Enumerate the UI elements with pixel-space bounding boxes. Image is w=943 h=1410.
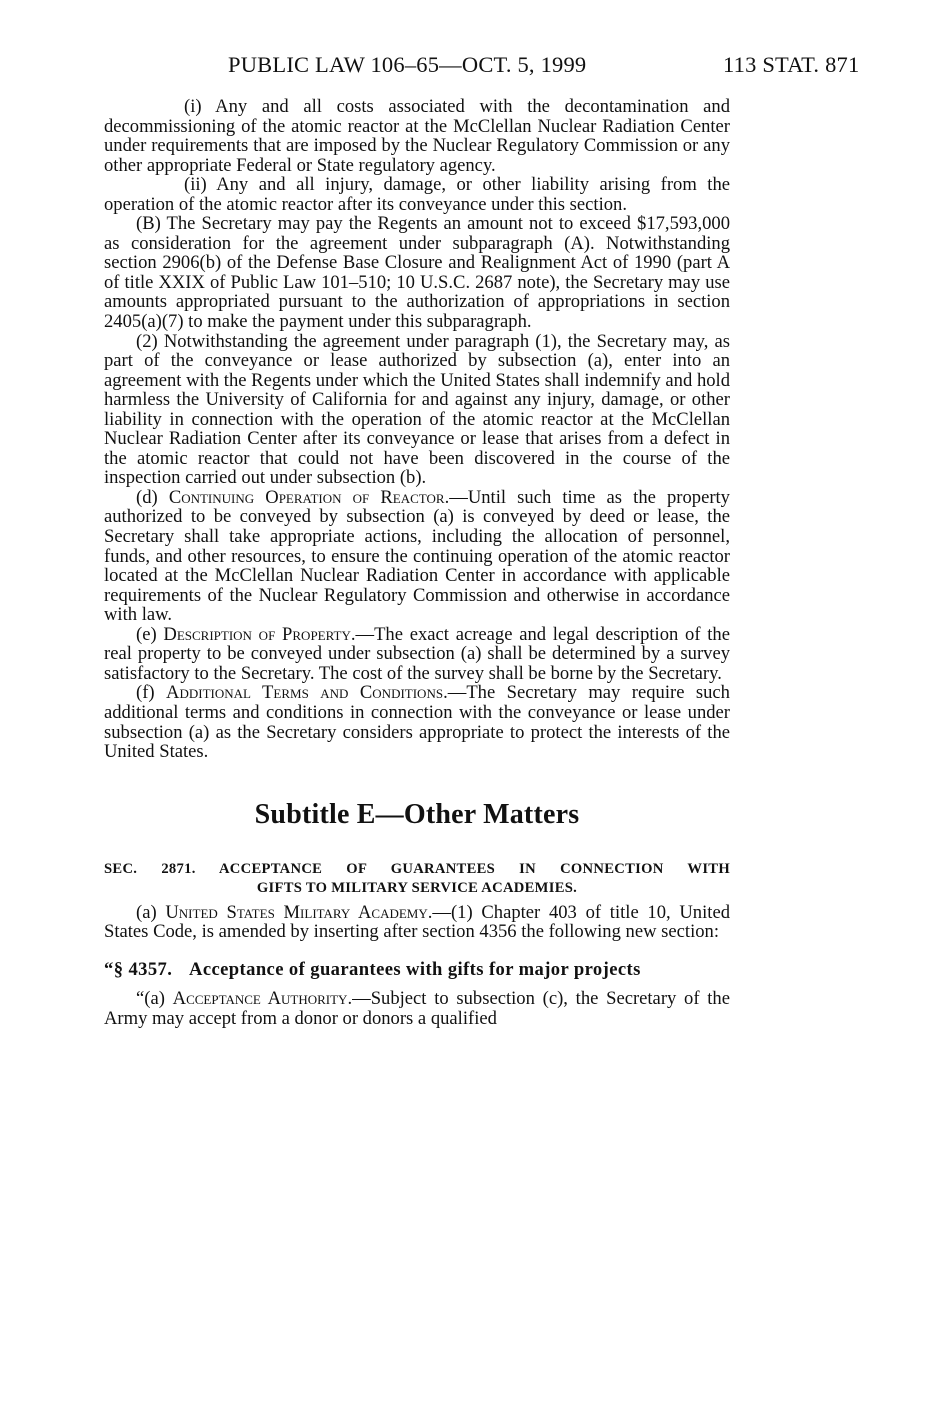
quoted-subsection-a-label: “(a) [136, 988, 173, 1010]
quoted-subsection-a [104, 989, 730, 1028]
code-section-title: Acceptance of guarantees with gifts for major projects [189, 958, 641, 980]
subsection-e [104, 625, 730, 684]
clause-i: (i) Any and all costs associated with the decontamination and decommissioning of the atomic reactor at the McClellan Nuclear Radiation Center under requirements that are imposed by the Nuclear Regulatory Commission or any other appropriate Federal or State regulatory agency. [104, 96, 730, 176]
paragraph-2: (2) Notwithstanding the agreement under paragraph (1), the Secretary may, as part of the conveyance or lease authorized by subsection (a), enter into an agreement with the Regents under which the United States shall indemnify and hold harmless the University of California for and against any injury, damage, or other liability in connection with the operation of the atomic reactor at the McClellan Nuclear Radiation Center after its conveyance or lease that arises from a defect in the atomic reactor that could not have been discovered in the course of the inspection carried out under subsection (b). [104, 330, 730, 489]
running-header [0, 52, 943, 82]
header-page-reference: 113 STAT. 871 [723, 52, 860, 77]
section-subsection-a-caption: United States Military Academy. [165, 901, 433, 923]
subsection-f [104, 683, 730, 761]
code-section-heading [104, 960, 730, 980]
section-subsection-a-text: —(1) Chapter 403 of title 10, United States Code, is amended by inserting after section 4356 the following new section: [104, 901, 730, 943]
subsection-f-text: —The Secretary may require such additional terms and conditions in connection with the conveyance or lease under subsection (a) as the Secretary considers appropriate to protect the interests of the United States. [104, 682, 730, 763]
subsection-d-label: (d) [136, 486, 169, 508]
subtitle-heading: Subtitle E—Other Matters [254, 798, 580, 830]
section-subsection-a [104, 903, 730, 942]
section-subsection-a-label: (a) [136, 901, 166, 923]
subsection-e-caption: Description of Property. [163, 623, 356, 645]
subsection-d [104, 488, 730, 625]
subsection-d-caption: Continuing Operation of Reactor. [168, 486, 450, 508]
section-heading [104, 860, 730, 899]
subsection-e-label: (e) [136, 623, 164, 645]
subparagraph-B: (B) The Secretary may pay the Regents an amount not to exceed $17,593,000 as consideration for the agreement under subparagraph (A). Notwithstanding section 2906(b) of the Defense Base Closure and Realignment Act of 1990 (part A of title XXIX of Public Law 101–510; 10 U.S.C. 2687 note), the Secretary may use amounts appropriated pursuant to the authorization of appropriations in section 2405(a)(7) to make the payment under this subparagraph. [104, 213, 730, 333]
header-title: PUBLIC LAW 106–65—OCT. 5, 1999 [228, 52, 587, 77]
quoted-subsection-a-caption: Acceptance Authority. [172, 988, 353, 1010]
subsection-e-text: —The exact acreage and legal description of the real property to be conveyed under subsection (a) shall be determined by a survey satisfactory to the Secretary. The cost of the survey shall be borne by the Secretary. [104, 623, 730, 684]
clause-ii: (ii) Any and all injury, damage, or other liability arising from the operation of the atomic reactor after its conveyance under this section. [104, 174, 730, 215]
section-heading-line-1: SEC. 2871. ACCEPTANCE OF GUARANTEES IN CONNECTION WITH [104, 860, 730, 877]
subsection-f-caption: Additional Terms and Conditions. [166, 682, 448, 704]
subsection-d-text: —Until such time as the property authorized to be conveyed by subsection (a) is conveyed by deed or lease, the Secretary shall take appropriate actions, including the allocation of personnel, funds, and other resources, to ensure the continuing operation of the atomic reactor located at the McClellan Nuclear Radiation Center in accordance with applicable requirements of the Nuclear Regulatory Commission and otherwise in accordance with law. [104, 486, 730, 626]
body-text [104, 97, 730, 1028]
subsection-f-label: (f) [136, 682, 167, 704]
code-section-number: “§ 4357. [104, 958, 173, 980]
quoted-subsection-a-text: —Subject to subsection (c), the Secretary of the Army may accept from a donor or donors a qualified [104, 988, 730, 1029]
section-heading-line-2: GIFTS TO MILITARY SERVICE ACADEMIES. [256, 880, 578, 897]
